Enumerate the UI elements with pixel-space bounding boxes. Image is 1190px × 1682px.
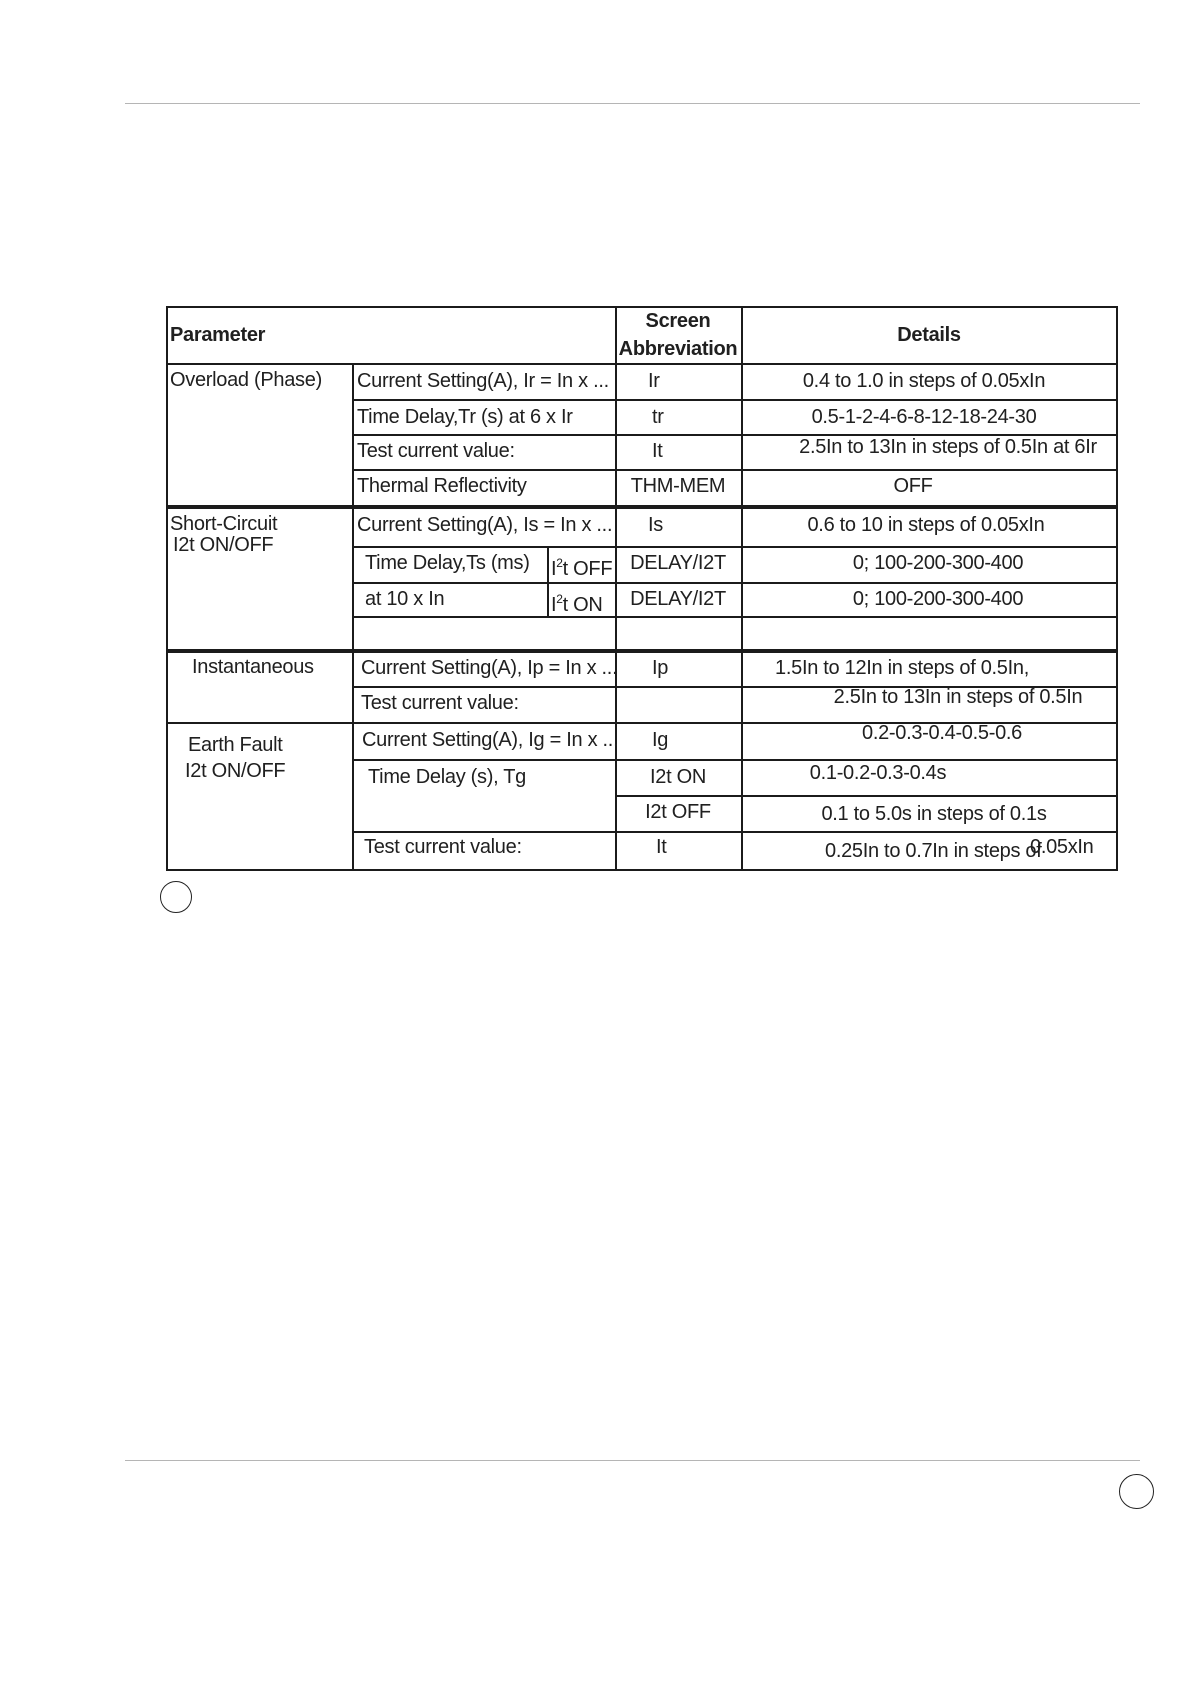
- row-line: [352, 546, 1116, 548]
- cell-details: 0.2-0.3-0.4-0.5-0.6: [862, 722, 1022, 744]
- cell-details: 0.5-1-2-4-6-8-12-18-24-30: [811, 406, 1037, 428]
- cell-abbr: Is: [648, 514, 663, 536]
- cell-abbr: tr: [652, 406, 664, 428]
- cell-details: 2.5In to 13In in steps of 0.5In: [833, 686, 1083, 708]
- group-instantaneous: Instantaneous: [192, 656, 314, 678]
- cell-abbr: DELAY/I2T: [630, 588, 726, 610]
- cell-label: Current Setting(A), Ig = In x ...: [362, 729, 619, 751]
- cell-details: 2.5In to 13In in steps of 0.5In at 6Ir: [799, 436, 1097, 458]
- protection-settings-table: [166, 306, 1118, 871]
- row-line: [352, 469, 1116, 471]
- header-rule: [125, 103, 1140, 104]
- group-short-circuit: Short-Circuit: [170, 513, 278, 535]
- col-line: [352, 363, 354, 869]
- cell-details: 0; 100-200-300-400: [852, 552, 1024, 574]
- cell-details: 0; 100-200-300-400: [852, 588, 1024, 610]
- footer-rule: [125, 1460, 1140, 1461]
- cell-abbr: Ir: [648, 370, 660, 392]
- cell-label: Test current value:: [361, 692, 519, 714]
- i2t-on-label: $I^2t$ ON: [551, 592, 603, 616]
- cell-label: Current Setting(A), Is = In x ...: [357, 514, 613, 536]
- cell-details: 1.5In to 12In in steps of 0.5In,: [775, 657, 1029, 679]
- col-line: [741, 308, 743, 869]
- row-line: [352, 759, 1116, 761]
- row-line: [352, 616, 1116, 618]
- header-parameter: Parameter: [170, 324, 266, 346]
- row-line: [352, 831, 1116, 833]
- i2t-off-label: $I^2t$ OFF: [551, 556, 613, 580]
- row-line: [352, 399, 1116, 401]
- col-line: [547, 546, 549, 616]
- cell-label: Thermal Reflectivity: [357, 475, 527, 497]
- cell-label-delay: Time Delay,Ts (ms): [365, 552, 530, 574]
- row-line: [352, 582, 1116, 584]
- group-short-circuit-i2t: I2t ON/OFF: [173, 534, 274, 556]
- cell-label: Test current value:: [364, 836, 522, 858]
- callout-circle: [160, 881, 192, 913]
- cell-abbr: DELAY/I2T: [630, 552, 726, 574]
- header-screen-line1: Screen: [645, 310, 711, 332]
- row-line: [615, 795, 1116, 797]
- header-divider: [168, 363, 1116, 365]
- cell-abbr: Ig: [652, 729, 669, 751]
- cell-abbr: I2t OFF: [645, 801, 711, 823]
- cell-details-tail: 0.05xIn: [1030, 836, 1094, 858]
- cell-abbr: It: [656, 836, 667, 858]
- cell-label: Time Delay (s), Tg: [368, 766, 526, 788]
- cell-details: 0.6 to 10 in steps of 0.05xIn: [807, 514, 1045, 536]
- header-details: Details: [897, 324, 961, 346]
- cell-details: 0.25In to 0.7In in steps of: [825, 840, 1042, 862]
- cell-label: Current Setting(A), Ir = In x ...: [357, 370, 609, 392]
- cell-label: Time Delay,Tr (s) at 6 x Ir: [357, 406, 573, 428]
- cell-abbr: THM-MEM: [630, 475, 726, 497]
- cell-details: 0.1-0.2-0.3-0.4s: [809, 762, 947, 784]
- cell-abbr: Ip: [652, 657, 669, 679]
- group-earth-fault-i2t: I2t ON/OFF: [185, 760, 286, 782]
- cell-label: Current Setting(A), Ip = In x ...: [361, 657, 618, 679]
- page-marker-circle: [1119, 1474, 1154, 1509]
- col-line: [615, 308, 617, 869]
- section-divider: [168, 649, 1116, 653]
- section-divider: [168, 505, 1116, 509]
- cell-label: Test current value:: [357, 440, 515, 462]
- cell-abbr: I2t ON: [650, 766, 706, 788]
- cell-details: OFF: [893, 475, 933, 497]
- cell-details: 0.4 to 1.0 in steps of 0.05xIn: [802, 370, 1046, 392]
- group-earth-fault: Earth Fault: [188, 734, 283, 756]
- cell-label-delay-cont: at 10 x In: [365, 588, 445, 610]
- group-overload: Overload (Phase): [170, 369, 322, 391]
- header-screen-line2: Abbreviation: [618, 338, 738, 360]
- cell-abbr: It: [652, 440, 663, 462]
- cell-details: 0.1 to 5.0s in steps of 0.1s: [821, 803, 1047, 825]
